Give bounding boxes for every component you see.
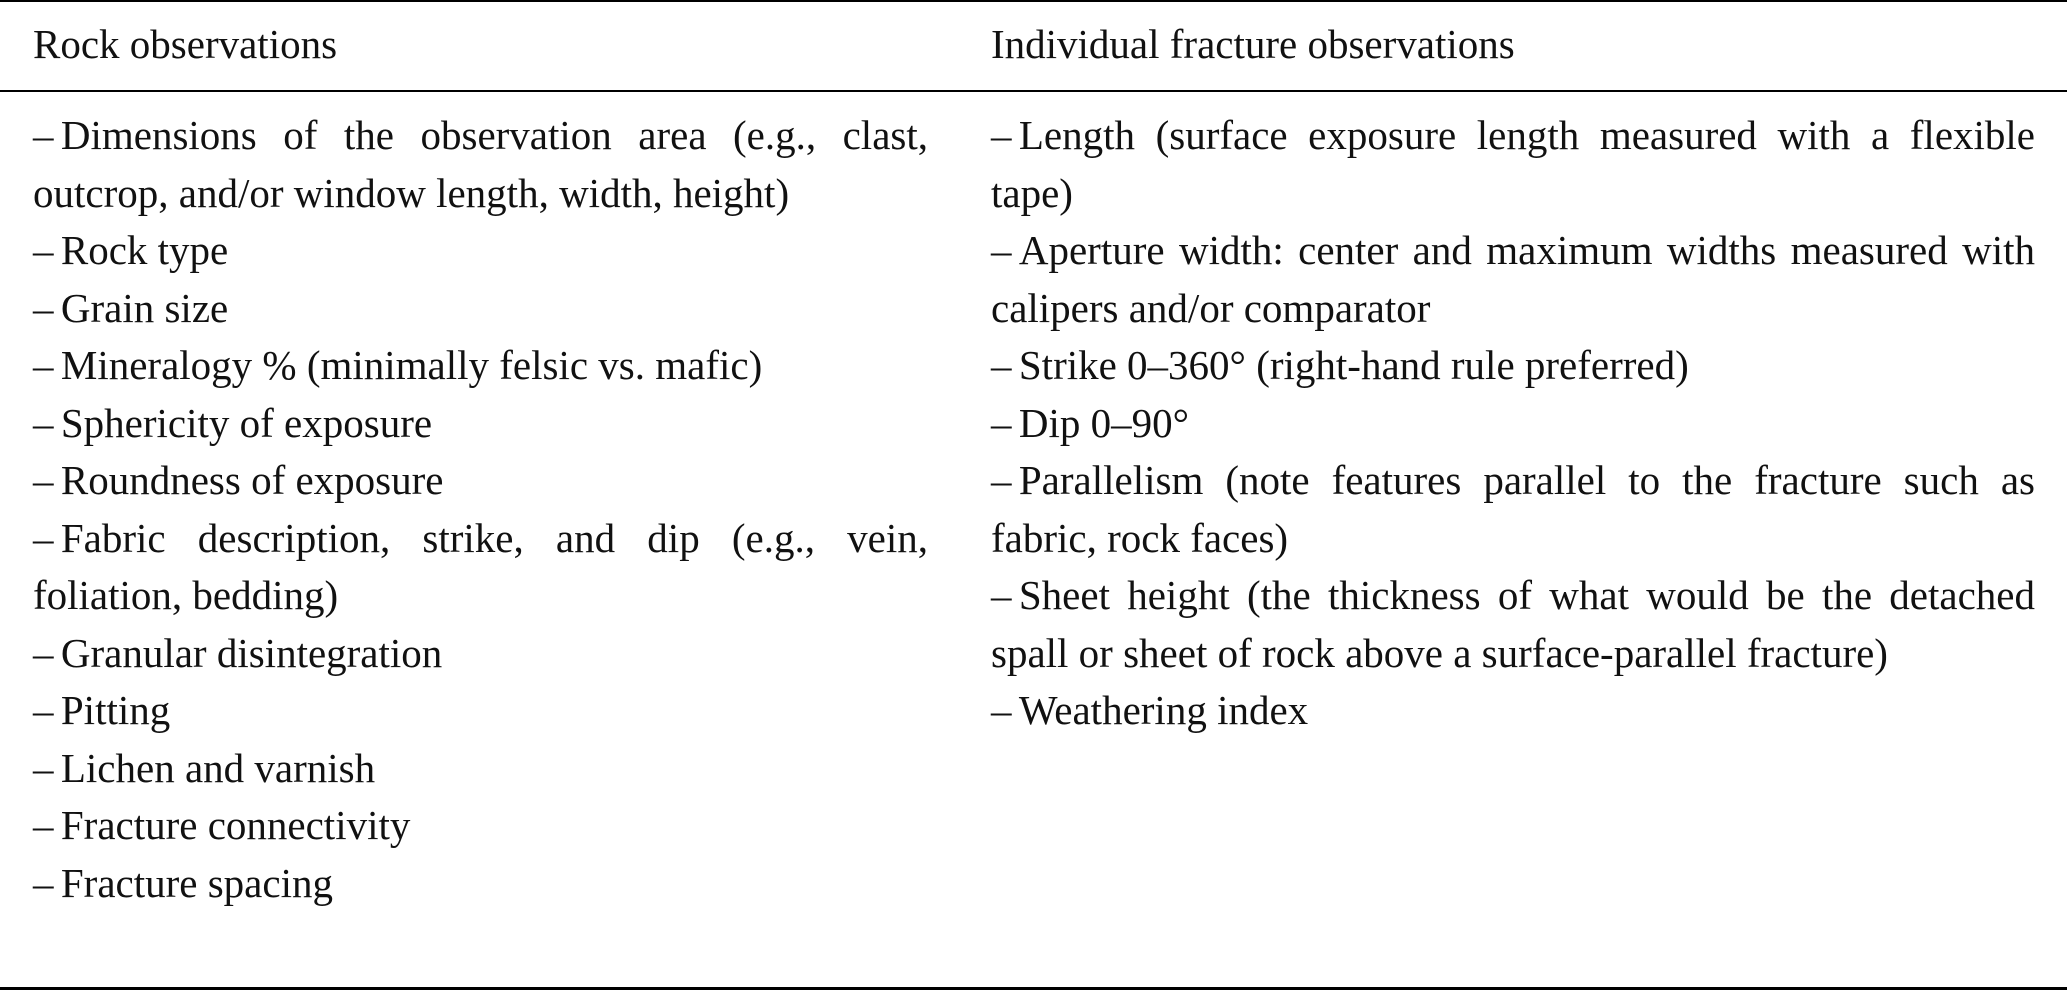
rock-observation-item	[33, 740, 928, 798]
fracture-observation-text: Weathering index	[1018, 687, 1309, 733]
list-dash: –	[991, 399, 1012, 446]
rock-observation-item	[33, 625, 928, 683]
rock-observation-text: Pitting	[60, 687, 171, 733]
fracture-observation-text: Parallelism (note features parallel to the fracture such as fabric, rock faces)	[991, 457, 2035, 561]
fracture-observation-text: Length (surface exposure length measured with a flexible tape)	[991, 112, 2035, 216]
rock-observation-text: Fabric description, strike, and dip (e.g., vein, foliation, bedding)	[33, 514, 928, 618]
bottom-rule	[0, 987, 2067, 990]
list-dash: –	[991, 112, 1012, 158]
rock-observation-item	[33, 280, 928, 338]
fracture-observation-item	[991, 395, 2035, 453]
rock-observation-item	[33, 682, 928, 740]
rock-observation-text: Fracture connectivity	[60, 802, 411, 848]
list-dash: –	[33, 514, 54, 561]
list-dash: –	[33, 629, 54, 676]
list-dash: –	[33, 744, 54, 791]
fracture-observation-item	[991, 222, 2035, 337]
header-rule	[0, 90, 2067, 92]
rock-observation-text: Roundness of exposure	[60, 457, 444, 503]
fracture-observation-text: Strike 0–360° (right-hand rule preferred)	[1018, 342, 1689, 388]
fracture-observation-text: Aperture width: center and maximum widths measured with calipers and/or comparator	[991, 227, 2035, 331]
rock-observations-column	[33, 107, 928, 912]
fracture-observation-item	[991, 682, 2035, 740]
rock-observation-text: Granular disintegration	[60, 629, 443, 676]
list-dash: –	[33, 859, 54, 906]
rock-observation-text: Rock type	[60, 227, 229, 273]
rock-observation-item	[33, 797, 928, 855]
rock-observation-item	[33, 395, 928, 453]
rock-observation-text: Grain size	[60, 284, 229, 331]
rock-observation-item	[33, 855, 928, 913]
list-dash: –	[33, 802, 54, 848]
rock-observation-item	[33, 337, 928, 395]
list-dash: –	[33, 342, 54, 388]
rock-observation-text: Lichen and varnish	[60, 744, 376, 791]
rock-observation-item	[33, 222, 928, 280]
header-fracture-observations: Individual fracture observations	[991, 21, 1515, 67]
fracture-observation-text: Dip 0–90°	[1018, 399, 1190, 446]
fracture-observation-text: Sheet height (the thickness of what would be the detached spall or sheet of rock above a surface-parallel fracture)	[991, 572, 2035, 676]
list-dash: –	[991, 687, 1012, 733]
list-dash: –	[33, 399, 54, 446]
rock-observation-text: Mineralogy % (minimally felsic vs. mafic)	[60, 342, 763, 388]
rock-observation-text: Sphericity of exposure	[60, 399, 433, 446]
rock-observation-text: Fracture spacing	[60, 859, 333, 906]
list-dash: –	[991, 227, 1012, 273]
list-dash: –	[33, 284, 54, 331]
list-dash: –	[991, 572, 1012, 618]
fracture-observation-item	[991, 567, 2035, 682]
fracture-observation-item	[991, 107, 2035, 222]
list-dash: –	[991, 342, 1012, 388]
rock-observation-item	[33, 107, 928, 222]
fracture-observation-item	[991, 337, 2035, 395]
rock-observation-item	[33, 452, 928, 510]
list-dash: –	[33, 112, 54, 158]
list-dash: –	[33, 457, 54, 503]
list-dash: –	[33, 687, 54, 733]
top-rule	[0, 0, 2067, 2]
list-dash: –	[991, 457, 1012, 503]
fracture-observation-item	[991, 452, 2035, 567]
header-rock-observations: Rock observations	[33, 21, 338, 67]
fracture-observations-column	[991, 107, 2035, 740]
list-dash: –	[33, 227, 54, 273]
rock-observation-item	[33, 510, 928, 625]
rock-observation-text: Dimensions of the observation area (e.g., clast, outcrop, and/or window length, width, height)	[33, 112, 928, 216]
